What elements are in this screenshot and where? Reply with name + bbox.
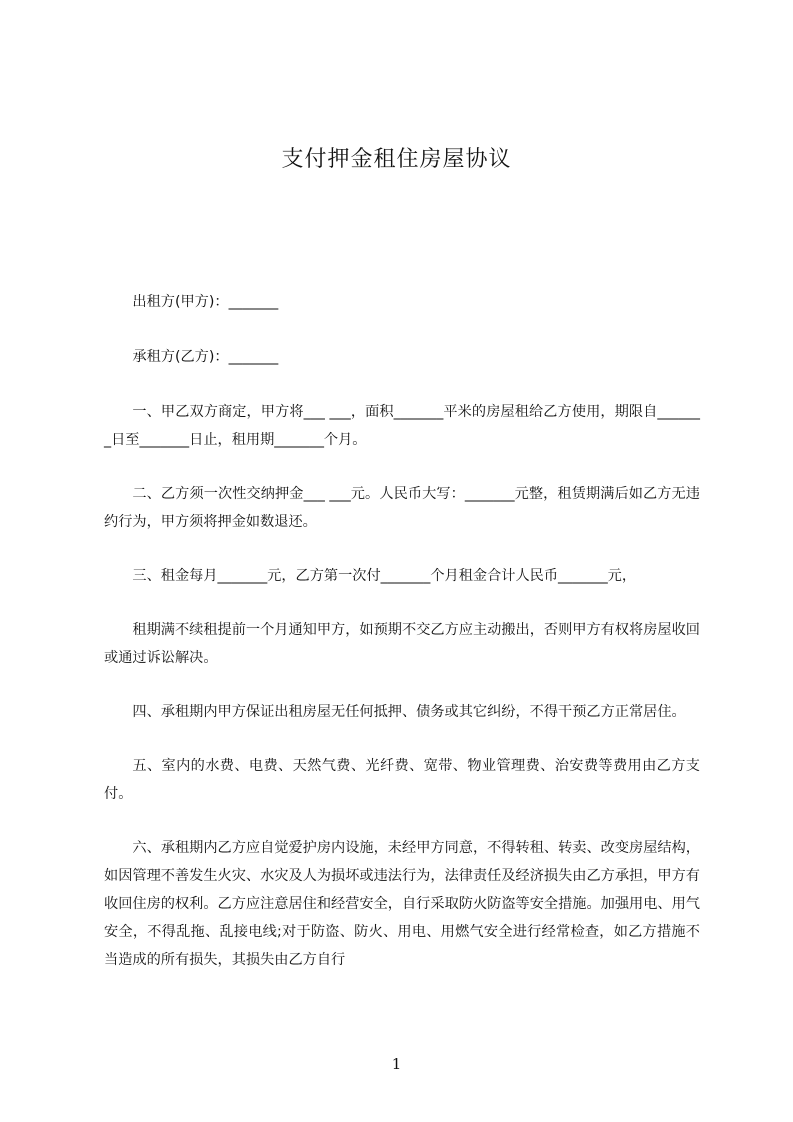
clause-4: 四、承租期内甲方保证出租房屋无任何抵押、债务或其它纠纷，不得干预乙方正常居住。 [132,704,686,720]
clause-5: 五、室内的水费、电费、天然气费、光纤费、宽带、物业管理费、治安费等费用由乙方支付。 [104,758,700,802]
page-number: 1 [391,1055,402,1073]
document-body [104,288,700,1000]
clause-3-continued: 租期满不续租提前一个月通知甲方，如预期不交乙方应主动搬出，否则甲方有权将房屋收回或通过诉讼解决。 [104,622,700,666]
clause-1: 一、甲乙双方商定，甲方将___ ___，面积_______平米的房屋租给乙方使用，期限自_______日至_______日止，租用期_______个月。 [104,404,700,448]
lessee-line: 承租方(乙方)：_______ [132,349,279,365]
lessor-line: 出租方(甲方)：_______ [132,294,279,310]
clause-3: 三、租金每月_______元，乙方第一次付_______个月租金合计人民币_______元， [132,568,637,584]
clause-6: 六、承租期内乙方应自觉爱护房内设施，未经甲方同意，不得转租、转卖、改变房屋结构，如因管理不善发生火灾、水灾及人为损坏或违法行为，法律责任及经济损失由乙方承担，甲方有收回住房的权利。乙方应注意居住和经营安全，自行采取防火防盗等安全措施。加强用电、用气安全，不得乱拖、乱接电线;对于防盗、防火、用电、用燃气安全进行经常检查，如乙方措施不当造成的所有损失，其损失由乙方自行 [104,840,700,968]
clause-2: 二、乙方须一次性交纳押金___ ___元。人民币大写：_______元整，租赁期满后如乙方无违约行为，甲方须将押金如数退还。 [104,486,700,530]
document-title: 支付押金租住房屋协议 [281,147,512,172]
